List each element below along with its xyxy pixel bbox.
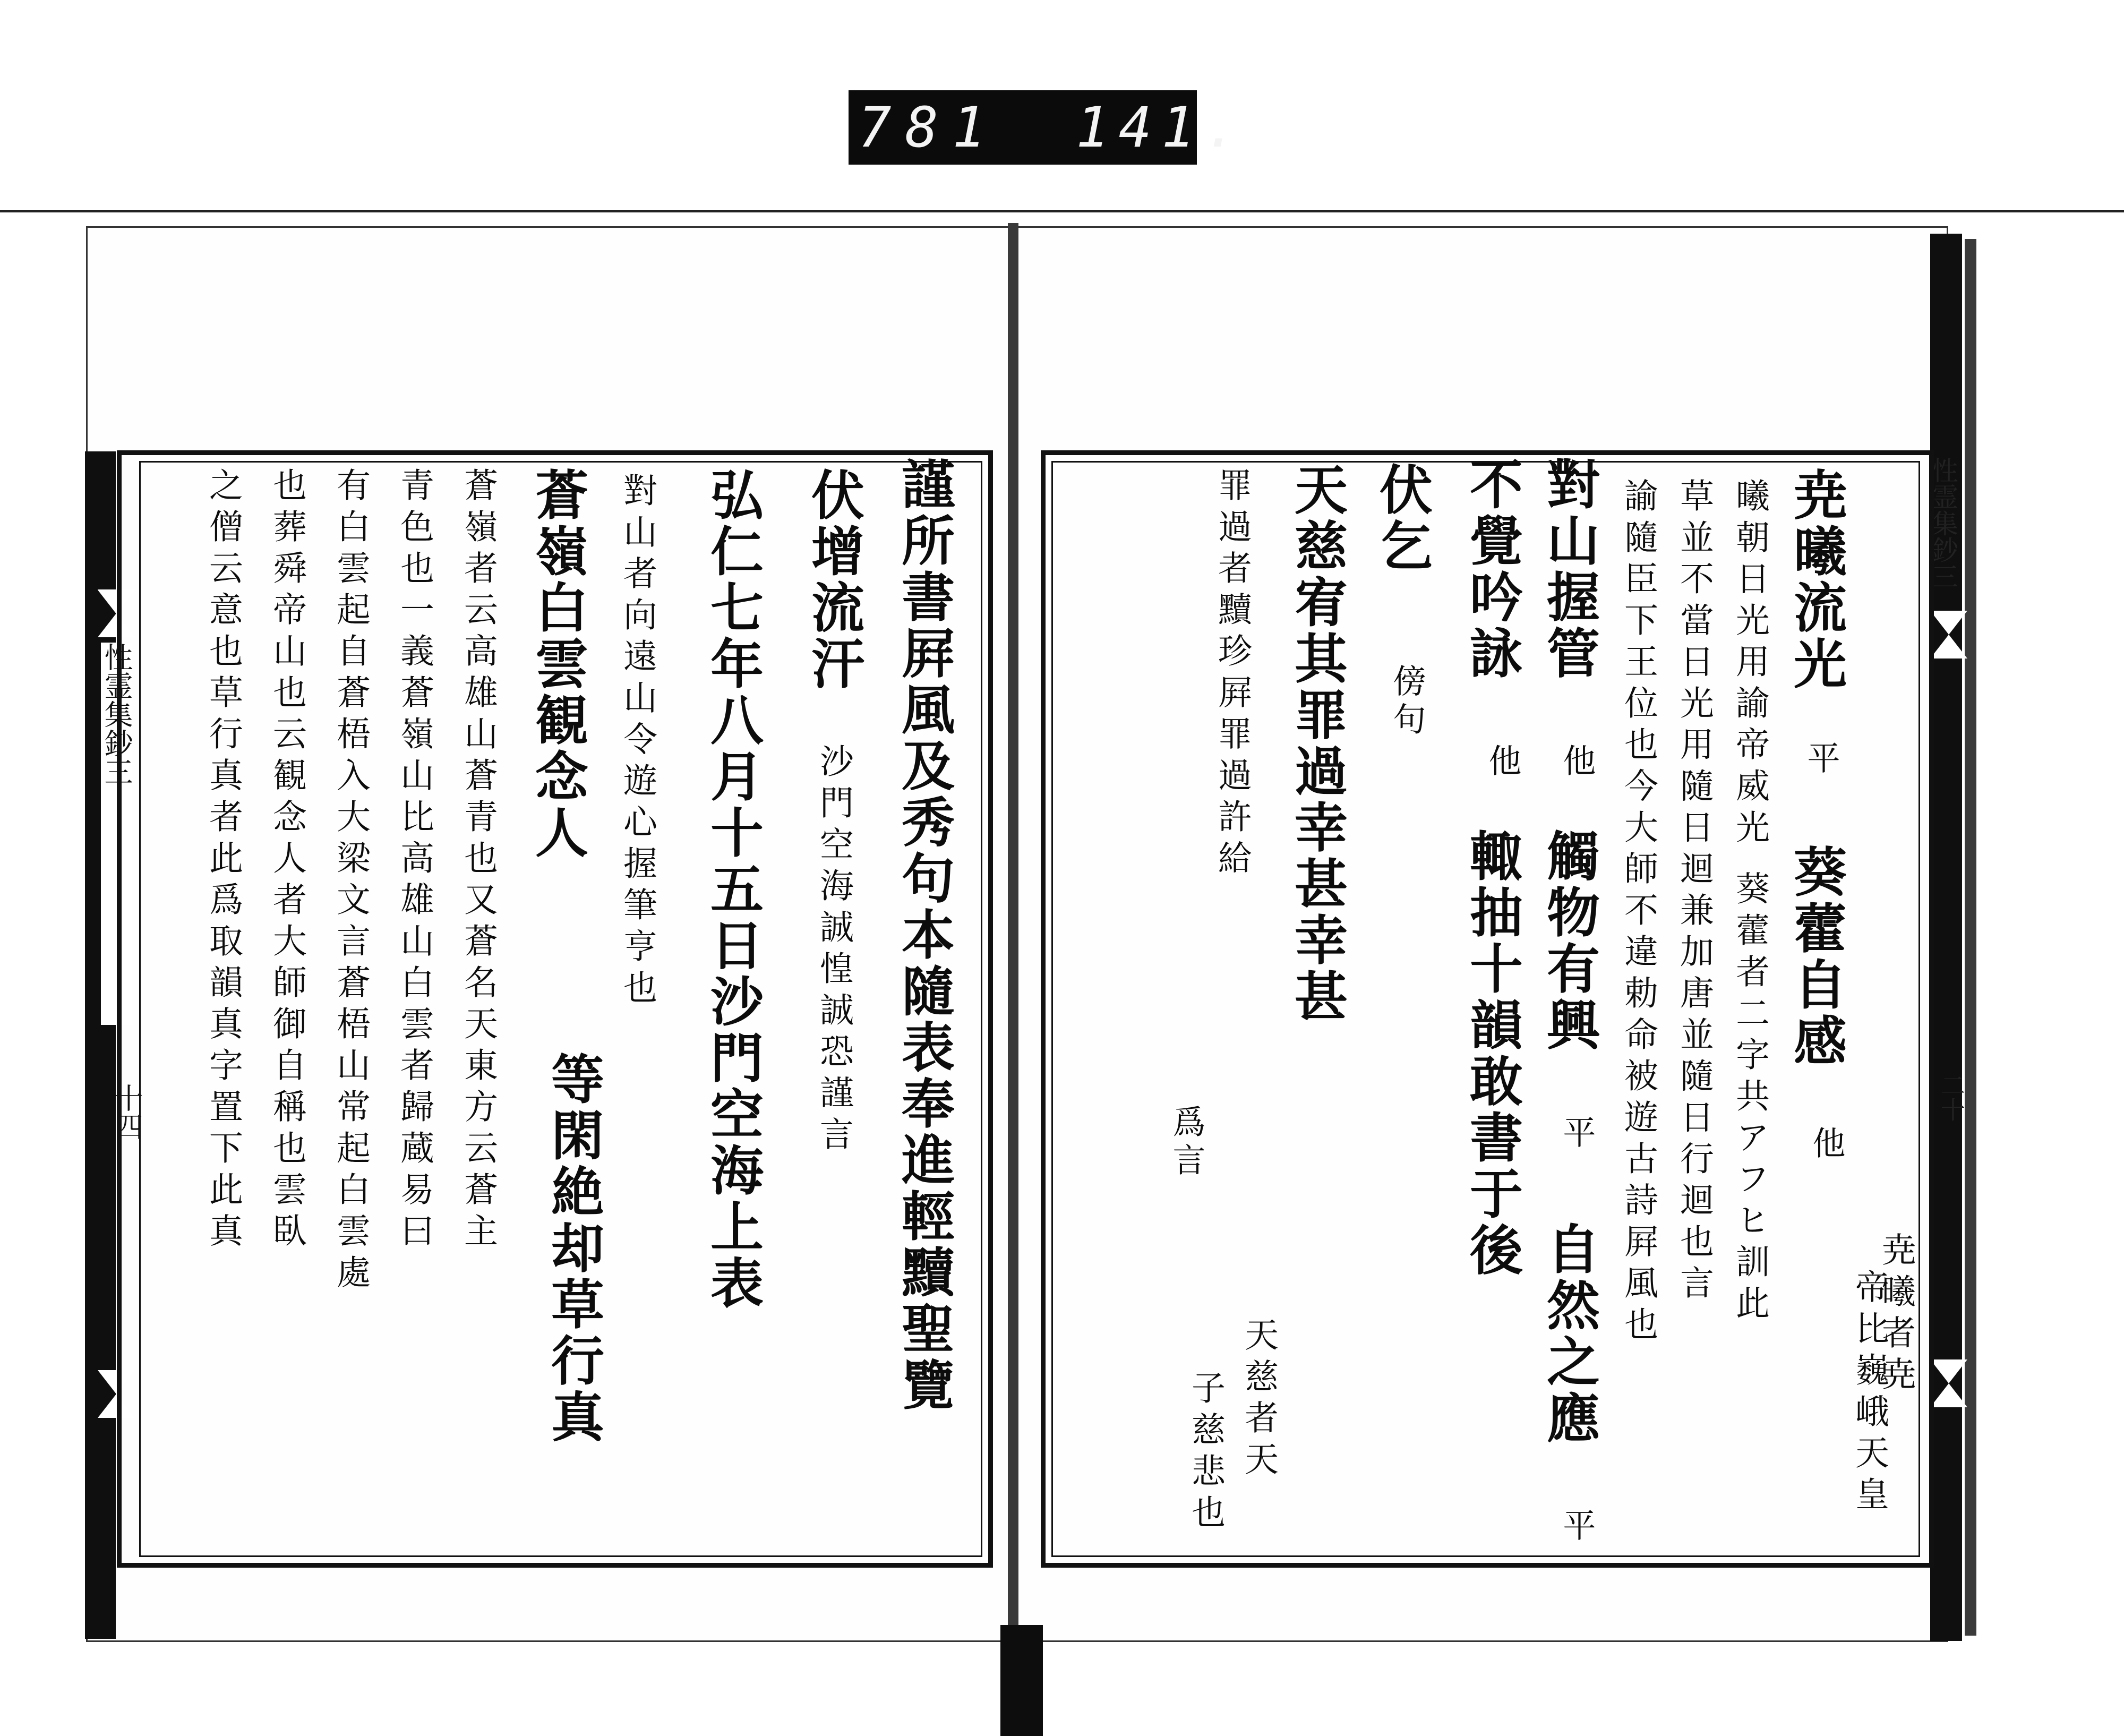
text-column: 伏增流汗: [802, 467, 865, 692]
tone-mark: 平: [1802, 741, 1840, 779]
tone-mark: 平: [1557, 1508, 1596, 1546]
text-column: 蒼嶺白雲観念人: [526, 467, 589, 861]
left-folio-number: 十四: [110, 1083, 143, 1141]
text-column: 草並不當日光用隨日迴兼加唐並隨日行迴也言: [1674, 478, 1714, 1306]
right-cover-edge: [1965, 239, 1976, 1636]
book-gutter: [1008, 223, 1018, 1642]
text-column: 葵藿者二字共アフヒ訓此: [1730, 871, 1769, 1327]
right-page-stack: [1930, 234, 1962, 1641]
tone-mark: 他: [1557, 743, 1596, 782]
text-column: 沙門空海誠惶誠恐謹言: [814, 743, 853, 1158]
annotation: 傍句: [1388, 664, 1426, 740]
text-column: 罪過者黷珍屛罪過許給: [1212, 467, 1252, 882]
text-column: 自然之應: [1538, 1221, 1600, 1447]
text-column: 弘仁七年八月十五日沙門空海上表: [701, 467, 764, 1312]
text-column: 觸物有興: [1538, 828, 1600, 1054]
text-column: 帝比巍峨天皇: [1849, 1269, 1889, 1518]
text-column: 尭曦流光: [1785, 467, 1847, 692]
tone-mark: 他: [1483, 743, 1522, 782]
text-column: 等閑絶却草行真: [542, 1051, 605, 1446]
text-column: 伏乞: [1371, 462, 1433, 575]
call-number-right: 141.: [1076, 95, 1247, 160]
text-column: 之僧云意也草行真者此爲取韻真字置下此真: [203, 467, 243, 1254]
text-column: 也葬舜帝山也云観念人者大師御自稱也雲臥: [267, 467, 306, 1254]
text-column: 青色也一義蒼嶺山比高雄山白雲者歸蔵易曰: [395, 467, 434, 1254]
text-column: 尭曦者尭: [1876, 1232, 1915, 1398]
gutter-shadow: [1000, 1625, 1043, 1736]
text-column: 曦朝日光用諭帝威光: [1730, 478, 1769, 851]
text-column: 蒼嶺者云高雄山蒼青也又蒼名天東方云蒼主: [458, 467, 498, 1254]
right-folio-number: 二十: [1937, 1073, 1966, 1122]
text-column: 諭隨臣下王位也今大師不違勅命被遊古詩屛風也: [1618, 478, 1658, 1348]
fishtail-mark-icon: [1930, 611, 1967, 659]
text-column: 葵藿自感: [1785, 844, 1847, 1070]
right-fore-edge-title: 性霊集鈔三: [1928, 457, 1958, 589]
text-column: 子慈悲也: [1186, 1370, 1225, 1536]
text-column: 天慈宥其罪過幸甚幸甚: [1286, 462, 1348, 1025]
tone-mark: 他: [1807, 1126, 1846, 1164]
text-column: 有白雲起自蒼梧入大梁文言蒼梧山常起白雲處: [331, 467, 370, 1296]
call-number-label: [849, 90, 1247, 165]
text-column: 不覺吟詠: [1461, 457, 1523, 682]
fishtail-mark-icon: [1930, 1359, 1967, 1407]
tone-mark: 平: [1557, 1115, 1596, 1153]
text-column: 謹所書屛風及秀句本隨表奉進輕黷聖覽: [893, 457, 955, 1414]
text-column: 對山者向遠山令遊心握筆亨也: [618, 473, 657, 1011]
text-column: 輙抽十韻敢書于後: [1461, 828, 1523, 1279]
scan-edge-line: [0, 210, 2124, 212]
left-fore-edge-title: 性霊集鈔三: [101, 643, 132, 1025]
text-column: 天慈者天: [1239, 1317, 1278, 1483]
annotation: 爲言: [1167, 1105, 1206, 1181]
call-number-left: 781: [858, 95, 999, 160]
text-column: 對山握管: [1538, 457, 1600, 682]
